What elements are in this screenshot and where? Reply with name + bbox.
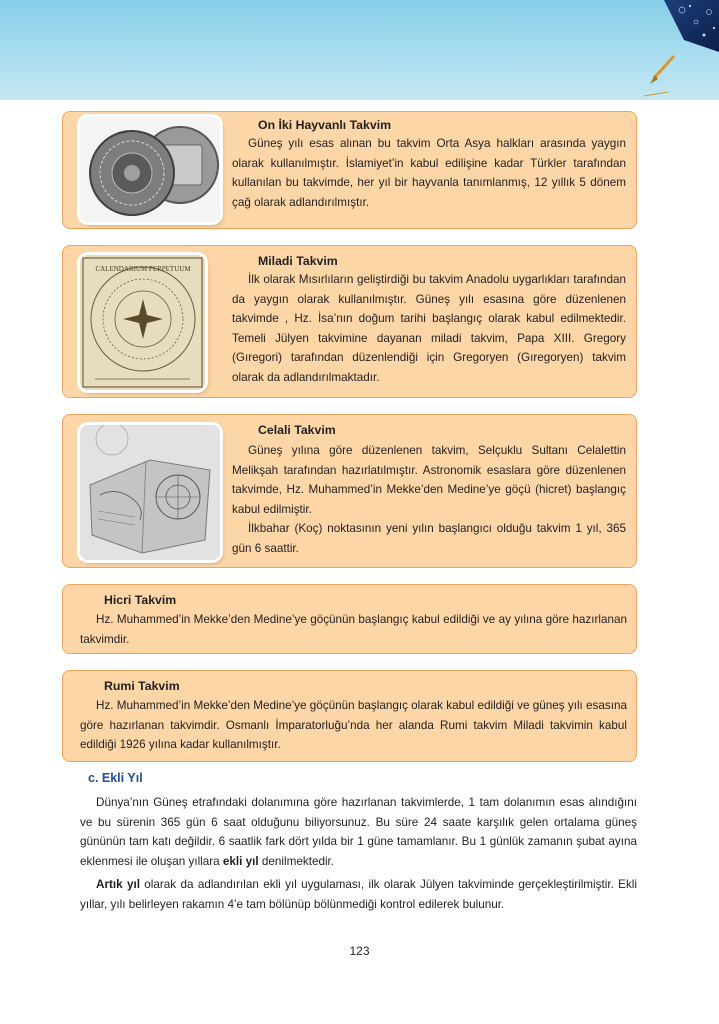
key-term: Artık yıl bbox=[96, 878, 140, 892]
section-body bbox=[80, 793, 637, 915]
calendar-title: Miladi Takvim bbox=[258, 254, 338, 268]
calendar-description bbox=[232, 134, 626, 212]
calendar-paragraph: Güneş yılı esas alınan bu takvim Orta Asya halkları arasında yaygın olarak kullanılmıştır. İslamiyet’in kabul edilişine kadar Türkler tarafından kullanılan bu takvimde, her yıl bir hayvanla tanımlanmış, 12 yıllık 5 dönem çağ olarak adlandırılmıştır. bbox=[232, 137, 626, 209]
twelve-animal-calendar-image bbox=[80, 117, 220, 222]
calendar-title: On İki Hayvanlı Takvim bbox=[258, 118, 392, 132]
calendar-paragraph: Güneş yılına göre düzenlenen takvim, Selçuklu Sultanı Celalettin Melikşah tarafından hazırlatılmıştır. Astronomik esaslara göre düzenlenen takvimde, Hz. Muhammed’in Mekke’den Medine’ye göçü (hicret) başlangıç kabul edilmiştir. bbox=[232, 444, 626, 516]
calendar-paragraph: Hz. Muhammed’in Mekke’den Medine’ye göçünün başlangıç kabul edildiği ve ay yılına göre hazırlanan takvimdir. bbox=[80, 613, 627, 646]
calendar-paragraph: İlk olarak Mısırlıların geliştirdiği bu takvim Anadolu uygarlıkları tarafından da yaygın olarak kullanılmıştır. Güneş yılı esasına göre düzenlenen takvimde , Hz. İsa’nın doğum tarihi başlangıç olarak kabul edilmektedir. Temeli Jülyen takvimine dayanan miladi takvim, Papa XIII. Gregory (Gıregori) tarafından düzenlendiği için Gregoryen (Gıregoryen) takvim olarak da adlandırılmaktadır. bbox=[232, 273, 626, 384]
calendar-title: Celali Takvim bbox=[258, 423, 336, 437]
section-heading: c. Ekli Yıl bbox=[88, 771, 143, 785]
page-number: 123 bbox=[349, 944, 370, 958]
calendar-paragraph: Hz. Muhammed’in Mekke’den Medine’ye göçünün başlangıç olarak kabul edildiği ve güneş yılı esasına göre hazırlanan takvimdir. Osmanlı İmparatorluğu’nda her alanda Rumi takvim Miladi takvimin kabul edildiği 1926 yılına kadar kullanılmıştır. bbox=[80, 699, 627, 752]
calendar-description bbox=[80, 696, 627, 755]
section-paragraph: Dünya’nın Güneş etrafındaki dolanımına göre hazırlanan takvimlerde, 1 tam dolanımın esas alındığını ve bu sürenin 365 gün 6 saat olduğunu biliyorsunuz. Bu süre 24 saate karşılık gelen ortalama güneş gününün tam katı değildir. 6 saatlik fark dört yılda bir 1 güne tamamlanır. Bu 1 günlük zamanın şubat ayına eklenmesi ile oluşan yıllara ekli yıl denilmektedir. bbox=[80, 796, 637, 868]
calendar-description bbox=[232, 441, 626, 559]
header-banner bbox=[0, 0, 719, 100]
pen-writing-decoration bbox=[624, 0, 719, 100]
key-term: ekli yıl bbox=[222, 854, 259, 868]
celali-manuscript-image bbox=[80, 425, 220, 560]
section-paragraph: Artık yıl olarak da adlandırılan ekli yıl uygulaması, ilk olarak Jülyen takviminde gerçekleştirilmiştir. Ekli yıllar, yılı belirleyen rakamın 4’e tam bölünüp bölünmediği kontrol edilerek bulunur. bbox=[80, 878, 637, 911]
calendar-description bbox=[232, 270, 626, 388]
calendar-title: Hicri Takvim bbox=[104, 593, 177, 607]
calendarium-caption: CALENDARIUM PERPETUUM bbox=[95, 265, 191, 273]
calendarium-perpetuum-image bbox=[80, 255, 205, 390]
calendar-title: Rumi Takvim bbox=[104, 679, 180, 693]
calendar-paragraph: İlkbahar (Koç) noktasının yeni yılın başlangıcı olduğu takvim 1 yıl, 365 gün 6 saattir. bbox=[232, 522, 626, 555]
calendar-description bbox=[80, 610, 627, 649]
